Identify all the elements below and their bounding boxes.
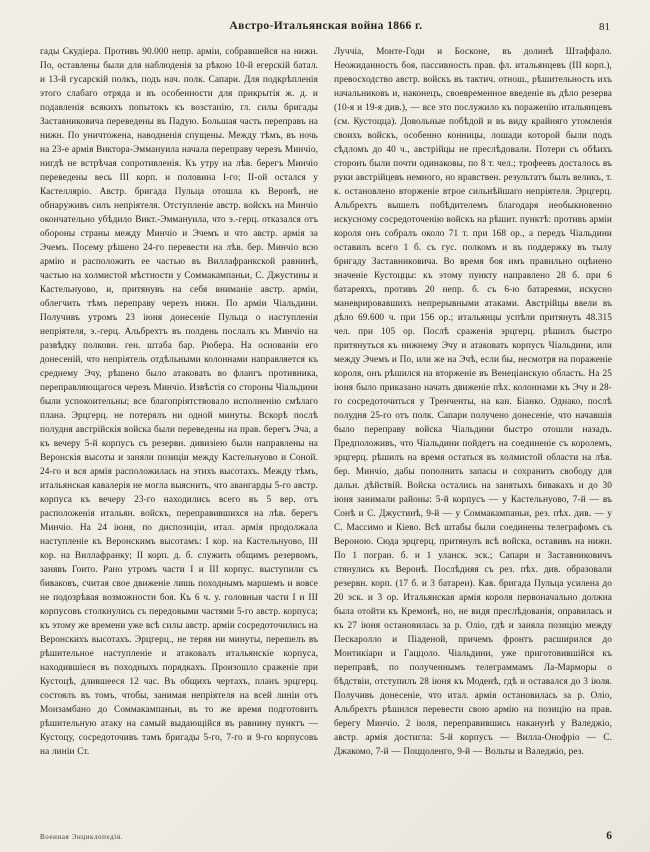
right-column-text: Луччіа, Монте-Годи и Босконе, въ долинѣ Штаффало. Неожиданность боя, пассивность прав. фл. итальянцевъ (III корп.), превосходство австр. войскъ въ тактич. отнош., рѣшительность ихъ начальниковъ и, наконецъ, своевременное введеніе въ дѣло резерва (10-я и 19-я див.), — все это послужило къ пораженію итальянцевъ (см. Кустоцца). Довольные побѣдой и въ виду крайняго утомленія своихъ войскъ, особенно конницы, лошади которой были подъ сѣдломъ до 40 ч., австрійцы не преслѣдовали. Потери съ обѣихъ сторонъ были почти одинаковы, по 8 т. чел.; трофеевъ досталось въ руки австрійцевъ немного, но нравствен. результатъ былъ великъ, т. к. остановлено вторженіе втрое сильнѣйшаго непріятеля. Эрцгерц. Альбрехтъ вышелъ побѣдителемъ благодаря необыкновенно искусному сосредоточенію войскъ на рѣшит. пунктѣ: противъ арміи короля онъ собралъ около 71 т. при 168 ор., а передъ Чіальдини оставилъ всего 1 б. съ гус. полкомъ и въ поддержку въ тылу бригаду Заставниковича. Во время боя имъ правильно оцѣнено значеніе Кустоццы: къ этому пункту направлено 28 б. при 6 батареяхъ, противъ 20 непр. б. съ 6-ю батареями, искусно маневрировавшихъ непрерывными атаками. Австрійцы ввели въ дѣло 69.600 ч. при 156 ор.; итальянцы успѣли притянуть 48.315 чел. при 105 ор. Послѣ сраженія эрцгерц. рѣшилъ быстро притянуться къ нижнему Эчу и атаковать корпусъ Чіальдини, или между Эчемъ и По, или же на Эчѣ, если бы, несмотря на пораженіе короля, онъ рѣшился на вторженіе въ Венеціанскую область. На 25 іюня было приказано начать движеніе пѣх. колоннами къ Эчу и 28-го сосредоточиться у Тренченты, на кан. Біанко. Однако, послѣ полудня 25-го отъ полк. Сапари получено донесеніе, что начавшія было переправу войска Чіальдини быстро отошли назадъ. Предположивъ, что Чіальдини пойдетъ на соединеніе съ королемъ, эрцгерц. рѣшилъ на время остаться въ холмистой области на лѣв. бер. Минчіо, дабы пополнить запасы и сохранить свободу для дальн. дѣйствій. Войска остались на занятыхъ бивакахъ и до 30 іюня занимали районы: 5-й корпусъ — у Кастельнуово, 7-й — въ Сонѣ и С. Джустинѣ, 9-й — у Соммакампаньи, рез. пѣх. див. — у С. Массимо и Кіево. Всѣ штабы были соединены телеграфомъ съ Вероною. Сюда эрцгерц. притянулъ всѣ войска, оставивъ на нижн. По 1 погран. б. и 1 уланск. эск.; Сапари и Заставниковичъ стянулись къ Веронѣ. Послѣдняя съ рез. пѣх. див. образовали резервн. корп. (17 б. и 3 батареи). Кав. бригада Пульца усилена до 20 эск. и 3 ор. Итальянская армія короля первоначально должна была отойти къ Кремонѣ, но, не видя преслѣдованія, оправилась и къ 27 іюня остановилась за р. Оліо, гдѣ и заняла позицію между Пескаролло и Піаденой, причемъ фронтъ расширился до Монтикіари и Гаццоло. Чіальдини, уже приготовившійся къ переправѣ, по полученнымъ телеграммамъ Ла-Марморы о бѣдствіи, отступилъ 28 іюня къ Моденѣ, гдѣ и оставался до 3 іюля. Получивъ донесеніе, что итал. армія остановилась за р. Оліо, Альбрехтъ рѣшился перевести свою армію на позицію на прав. берегу Минчіо. 2 іюля, переправившись наканунѣ у Валеджіо, австр. армія достигла: 5-й корпусъ — Вилла-Онофріо — С. Джакомо, 7-й — Поццоленго, 9-й — Вольты и Валеджіо, рез. <box>334 47 612 757</box>
page-footer <box>40 830 612 842</box>
signature-number: 6 <box>606 830 612 842</box>
page-header <box>40 20 612 38</box>
left-column-text: гады Скудіера. Противъ 90.000 непр. арміи, собравшейся на нижн. По, оставлены были для наблюденія за рѣкою 10-й егерскій батал. и 13-й гусарскій полкъ, подъ нач. полк. Сапари. Для подкрѣпленія этого слабаго отряда и въ особенности для прикрытія ж. д. и подавленія всякихъ попытокъ къ возстанію, гл. силы бригады Заставниковича переведены въ Падую. Большая часть переправъ на нижн. По уничтожена, наводненія спущены. Между тѣмъ, въ ночь на 23-е армія Виктора-Эммануила начала переправу черезъ Минчіо, нигдѣ не встрѣчая сопротивленія. Къ утру на лѣв. берегъ Минчіо переведены весь III корп. и половина I-го; II-ой остался у Кастелляріо. Австр. бригада Пульца отошла къ Веронѣ, не обнаруживъ силъ непріятеля. Отступленіе австр. войскъ на Минчіо окончательно убѣдило Викт.-Эммануила, что э.-герц. отказался отъ обороны страны между Минчіо и Эчемъ и что австр. армія за Эчемъ. Посему рѣшено 24-го перевести на лѣв. бер. Минчіо всю армію и расположить ее частью въ Виллафранкской равнинѣ, частью на холмистой мѣстности у Соммакампаньи, С. Джустины и Кастельнуово, и, притянувъ на себя вниманіе австр. арміи, облегчить тѣмъ переправу черезъ нижн. По арміи Чіальдини. Получивъ утромъ 23 іюня донесеніе Пульца о наступленіи непріятеля, э.-герц. Альбрехтъ въ полдень послалъ къ Минчіо на развѣдку полковн. ген. штаба бар. Рюбера. На основаніи его донесеній, что непріятель отдѣльными колоннами направляется къ среднему Эчу, рѣшено было атаковать во флангъ противника, переправляющагося черезъ Минчіо. Извѣстія со стороны Чіальдини были успокоительны; все благопріятствовало исполненію смѣлаго плана. Эрцгерц. не потерялъ ни одной минуты. Вскорѣ послѣ полудня австрійскія войска были переведены на прав. берегъ Эча, а къ вечеру 5-й корпусъ съ резервн. дивизіею были направлены на Веронскія высоты и заняли позиціи между Кастельнуово и Соной. 24-го и вся армія расположилась на этихъ высотахъ. Между тѣмъ, итальянская кавалерія не могла выяснить, что авангарды 5-го австр. корпуса къ вечеру 23-го находились всего въ 5 вер. отъ расположенія итальян. войскъ, переправившихся на лѣв. берегъ Минчіо. На 24 іюня, по диспозиціи, итал. армія продолжала наступленіе къ Веронскимъ высотамъ: I кор. на Кастельнуово, III кор. на Виллафранку; II корп. д. б. служить общимъ резервомъ, занявъ Гоито. Рано утромъ части I и III корпус. выступили съ биваковъ, считая свое движеніе лишь походнымъ маршемъ и вовсе не подозрѣвая возможности боя. Къ 6 ч. у. головныя части I и III корпусовъ столкнулись съ передовыми частями 5-го австр. корпуса; къ этому же времени уже всѣ силы австр. арміи сосредоточились на Веронскихъ высотахъ. Эрцгерц., не теряя ни минуты, перешелъ въ рѣшительное наступленіе и атаковалъ итальянскіе корпуса, находившіеся въ походныхъ порядкахъ. Произошло сраженіе при Кустоцѣ, длившееся 12 час. Въ общихъ чертахъ, планъ эрцгерц. состоялъ въ томъ, чтобы, занимая непріятеля на всей линіи отъ Монзамбано до Соммакампаньи, въ то же время подготовить рѣшительную атаку на самый выдающійся въ равнину пунктъ — Кустоцу, сосредоточивъ тамъ бригады 5-го, 7-го и 9-го корпусовъ на линіи Ст. <box>40 47 318 757</box>
imprint-label: Военная Энциклопедія. <box>40 833 124 841</box>
running-title: Австро-Итальянская война 1866 г. <box>229 20 423 32</box>
text-columns <box>40 45 612 759</box>
page-number: 81 <box>599 21 610 33</box>
